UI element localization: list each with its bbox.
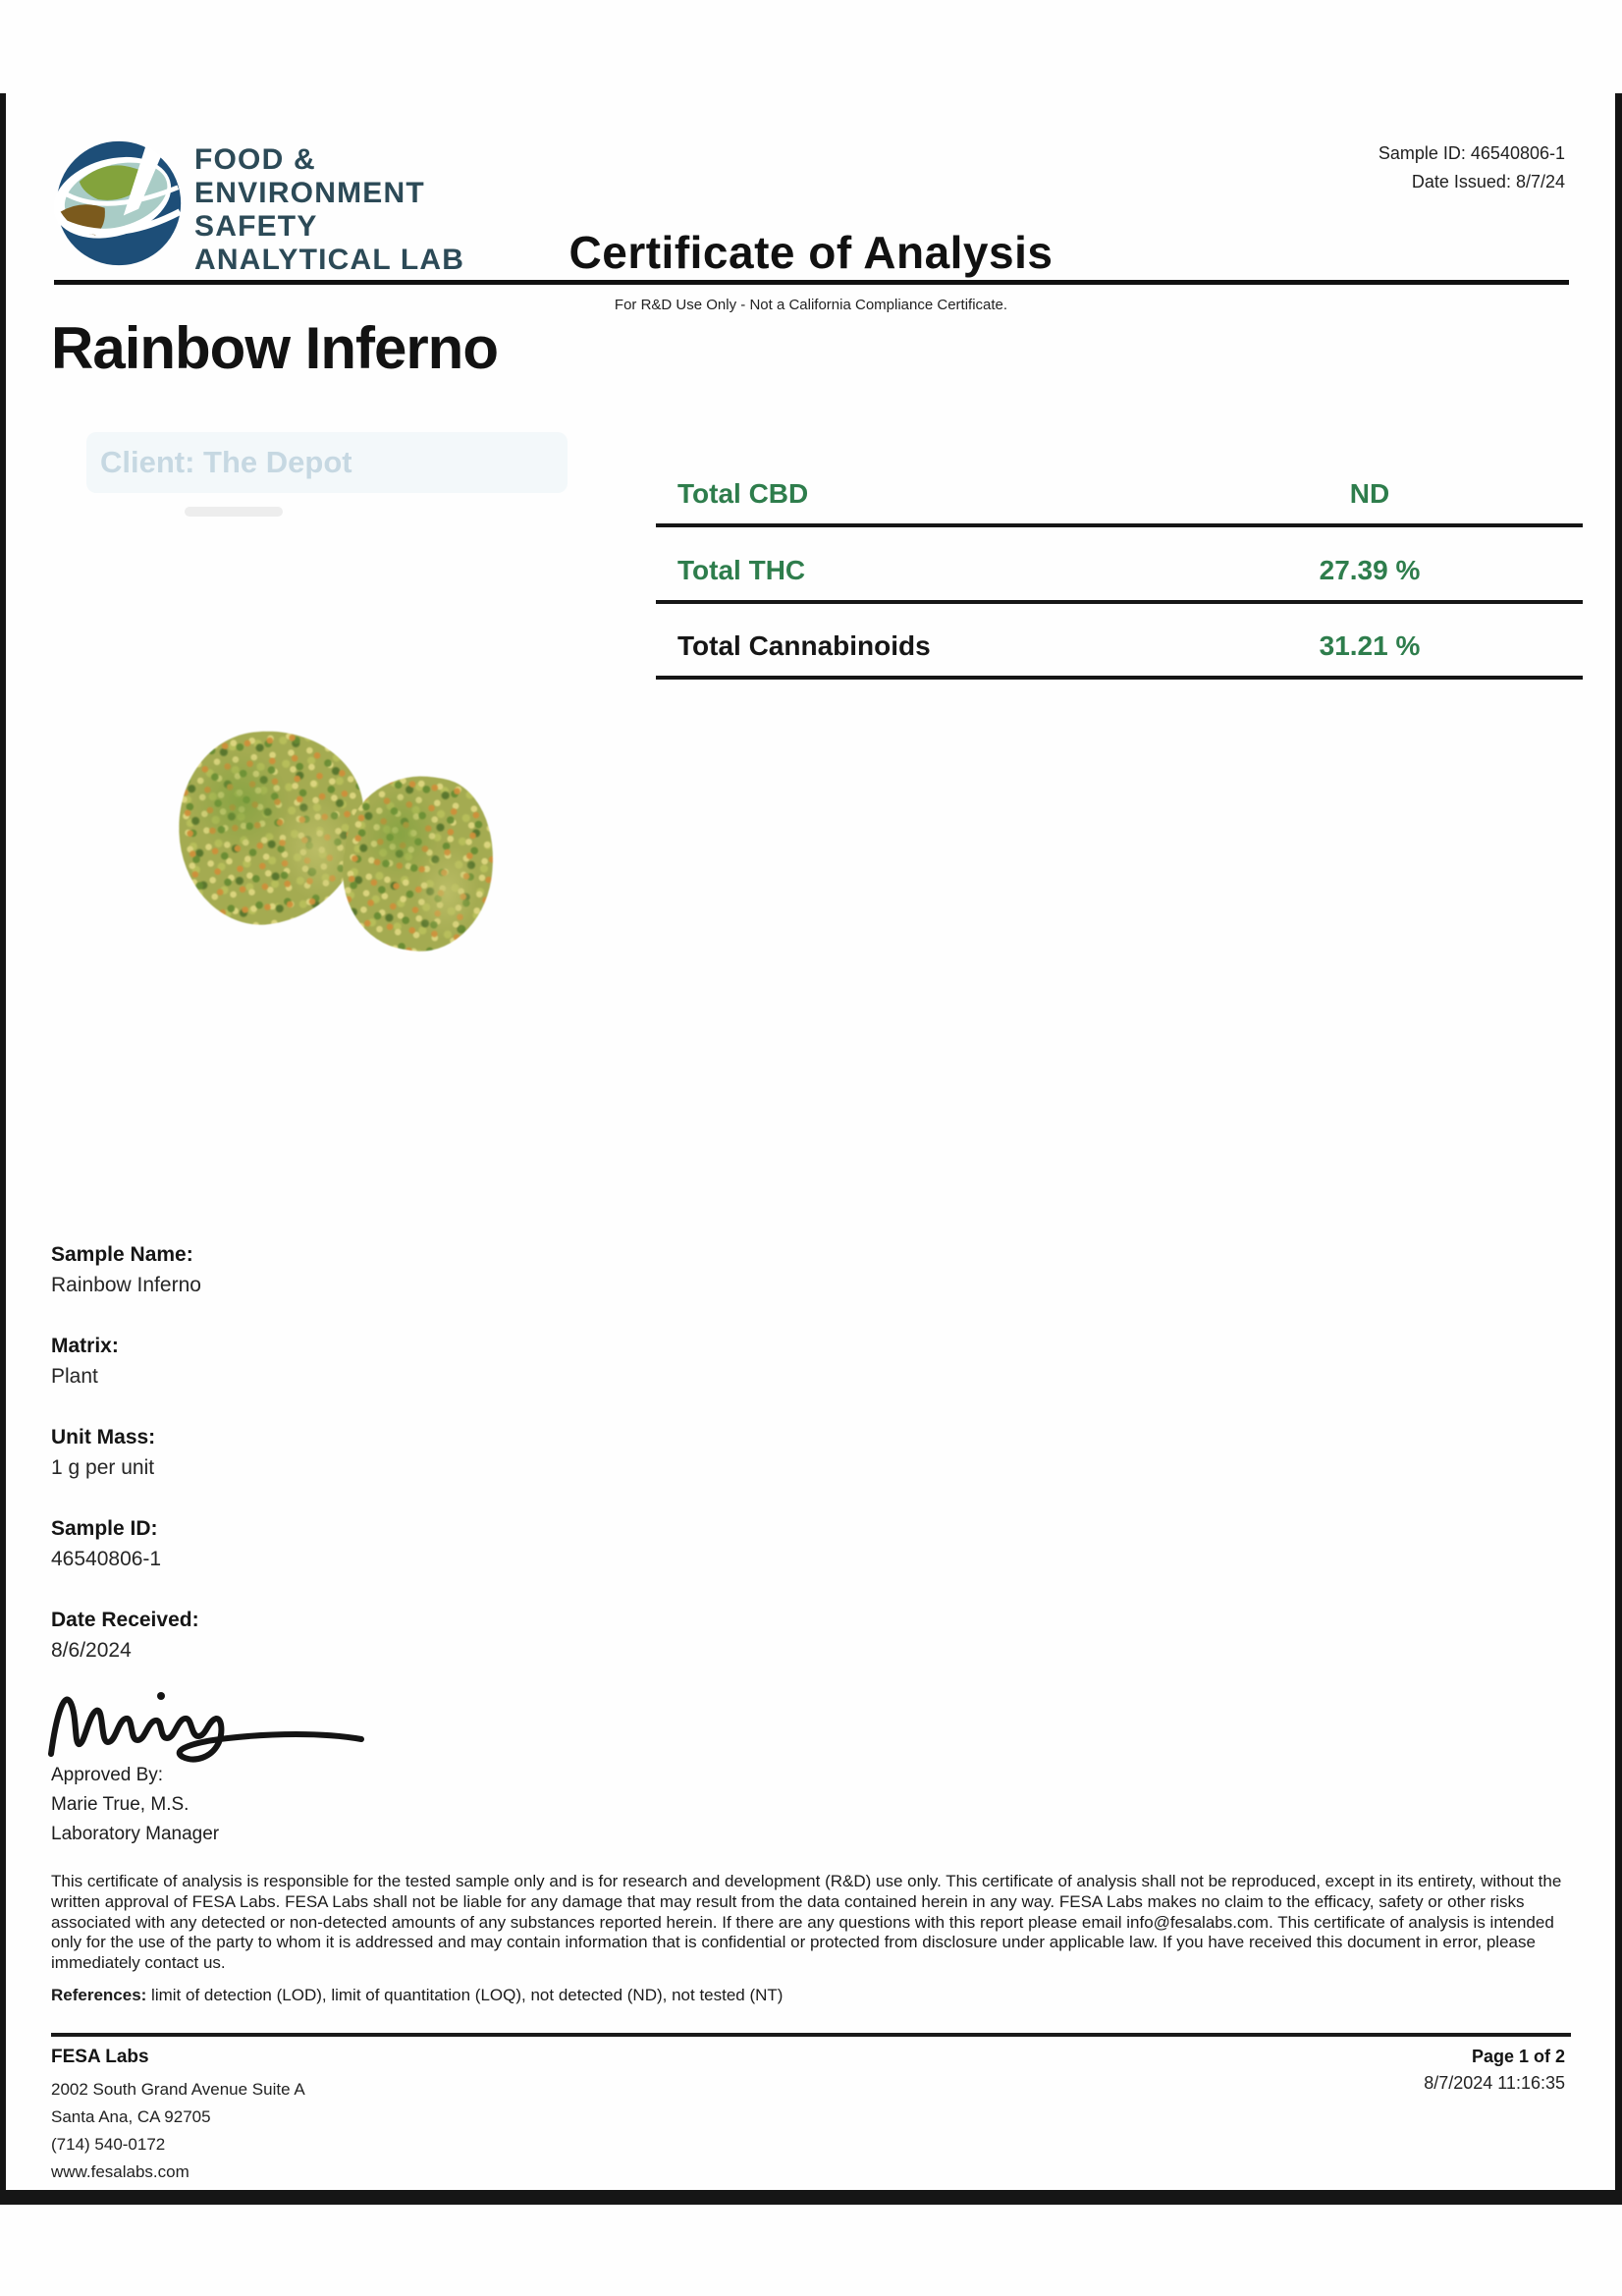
legal-section	[51, 1872, 1575, 2005]
info-label: Sample ID:	[51, 1517, 158, 1540]
page-bottom-bar	[0, 2190, 1622, 2205]
footer-address-line: Santa Ana, CA 92705	[51, 2107, 211, 2126]
row-value: 31.21 %	[1319, 630, 1421, 661]
info-value: Plant	[51, 1365, 98, 1388]
header-meta	[1379, 139, 1565, 196]
approver-signature	[45, 1681, 369, 1770]
disclaimer-text: This certificate of analysis is responsible for the tested sample only and is for research and development (R&D) use only. This certificate of analysis shall not be reproduced, except in its entirety, without the written approval of FESA Labs. FESA Labs shall not be liable for any damage that may result from the data contained herein in any way. FESA Labs makes no claim to the efficacy, safety or other risks associated with any detected or non-detected amounts of any substances reported herein. If there are any questions with this report please email info@fesalabs.com. This certificate of analysis is intended only for the use of the party to whom it is addressed and may contain information that is confidential or protected from disclosure under applicable law. If you have received this document in error, please immediately contact us.	[51, 1872, 1562, 1973]
footer-page-block	[1424, 2047, 1565, 2094]
sample-info	[51, 1239, 463, 1696]
cannabis-bud-image	[168, 720, 376, 934]
table-row	[656, 527, 1583, 604]
approver-title: Laboratory Manager	[51, 1824, 220, 1844]
sample-photo	[179, 719, 503, 955]
header-divider	[54, 280, 1569, 285]
lab-name-line: ENVIRONMENT	[194, 177, 425, 209]
table-row	[656, 604, 1583, 680]
info-value: Rainbow Inferno	[51, 1274, 201, 1296]
info-group	[51, 1513, 463, 1574]
info-value: 46540806-1	[51, 1548, 162, 1570]
info-group	[51, 1422, 463, 1483]
certificate-title: Certificate of Analysis	[568, 227, 1054, 278]
references-line	[51, 1986, 1575, 2005]
lab-name-line: FOOD &	[194, 143, 316, 176]
info-label: Unit Mass:	[51, 1426, 156, 1449]
lab-name-line: ANALYTICAL LAB	[194, 244, 465, 276]
info-group	[51, 1605, 463, 1666]
footer-address-line: 2002 South Grand Avenue Suite A	[51, 2080, 305, 2099]
footer-divider	[51, 2033, 1571, 2037]
product-name: Rainbow Inferno	[51, 315, 498, 381]
row-label: Total CBD	[677, 478, 809, 509]
approver-name: Marie True, M.S.	[51, 1794, 189, 1815]
footer-company: FESA Labs	[51, 2047, 149, 2067]
page-right-border	[1615, 93, 1622, 2195]
row-label: Total Cannabinoids	[677, 630, 931, 661]
table-row	[656, 462, 1583, 527]
info-value: 1 g per unit	[51, 1456, 155, 1479]
lab-name-line: SAFETY	[194, 210, 318, 243]
references-text: limit of detection (LOD), limit of quantitation (LOQ), not detected (ND), not tested (NT)	[146, 1985, 784, 2004]
print-timestamp: 8/7/2024 11:16:35	[1424, 2073, 1565, 2093]
page-number: Page 1 of 2	[1471, 2047, 1565, 2066]
date-issued-line: Date Issued: 8/7/24	[1411, 172, 1565, 191]
info-label: Sample Name:	[51, 1243, 193, 1266]
row-value: 27.39 %	[1319, 555, 1421, 585]
references-label: References:	[51, 1985, 147, 2004]
cannabinoid-summary-table	[656, 462, 1583, 680]
page-left-border	[0, 93, 6, 2195]
row-value: ND	[1349, 478, 1390, 509]
footer-company-block	[51, 2047, 305, 2186]
info-label: Matrix:	[51, 1335, 119, 1357]
scan-smudge	[185, 507, 283, 517]
footer-website: www.fesalabs.com	[51, 2162, 189, 2181]
info-group	[51, 1239, 463, 1300]
sample-id-line: Sample ID: 46540806-1	[1378, 143, 1565, 163]
info-group	[51, 1331, 463, 1392]
approved-by-label: Approved By:	[51, 1765, 164, 1785]
row-label: Total THC	[677, 555, 806, 585]
approval-block	[51, 1761, 219, 1849]
client-ghost-note: Client: The Depot	[86, 432, 568, 493]
info-value: 8/6/2024	[51, 1639, 132, 1662]
certificate-subtitle: For R&D Use Only - Not a California Compliance Certificate.	[614, 297, 1008, 313]
info-label: Date Received:	[51, 1609, 199, 1631]
footer-phone: (714) 540-0172	[51, 2135, 166, 2154]
